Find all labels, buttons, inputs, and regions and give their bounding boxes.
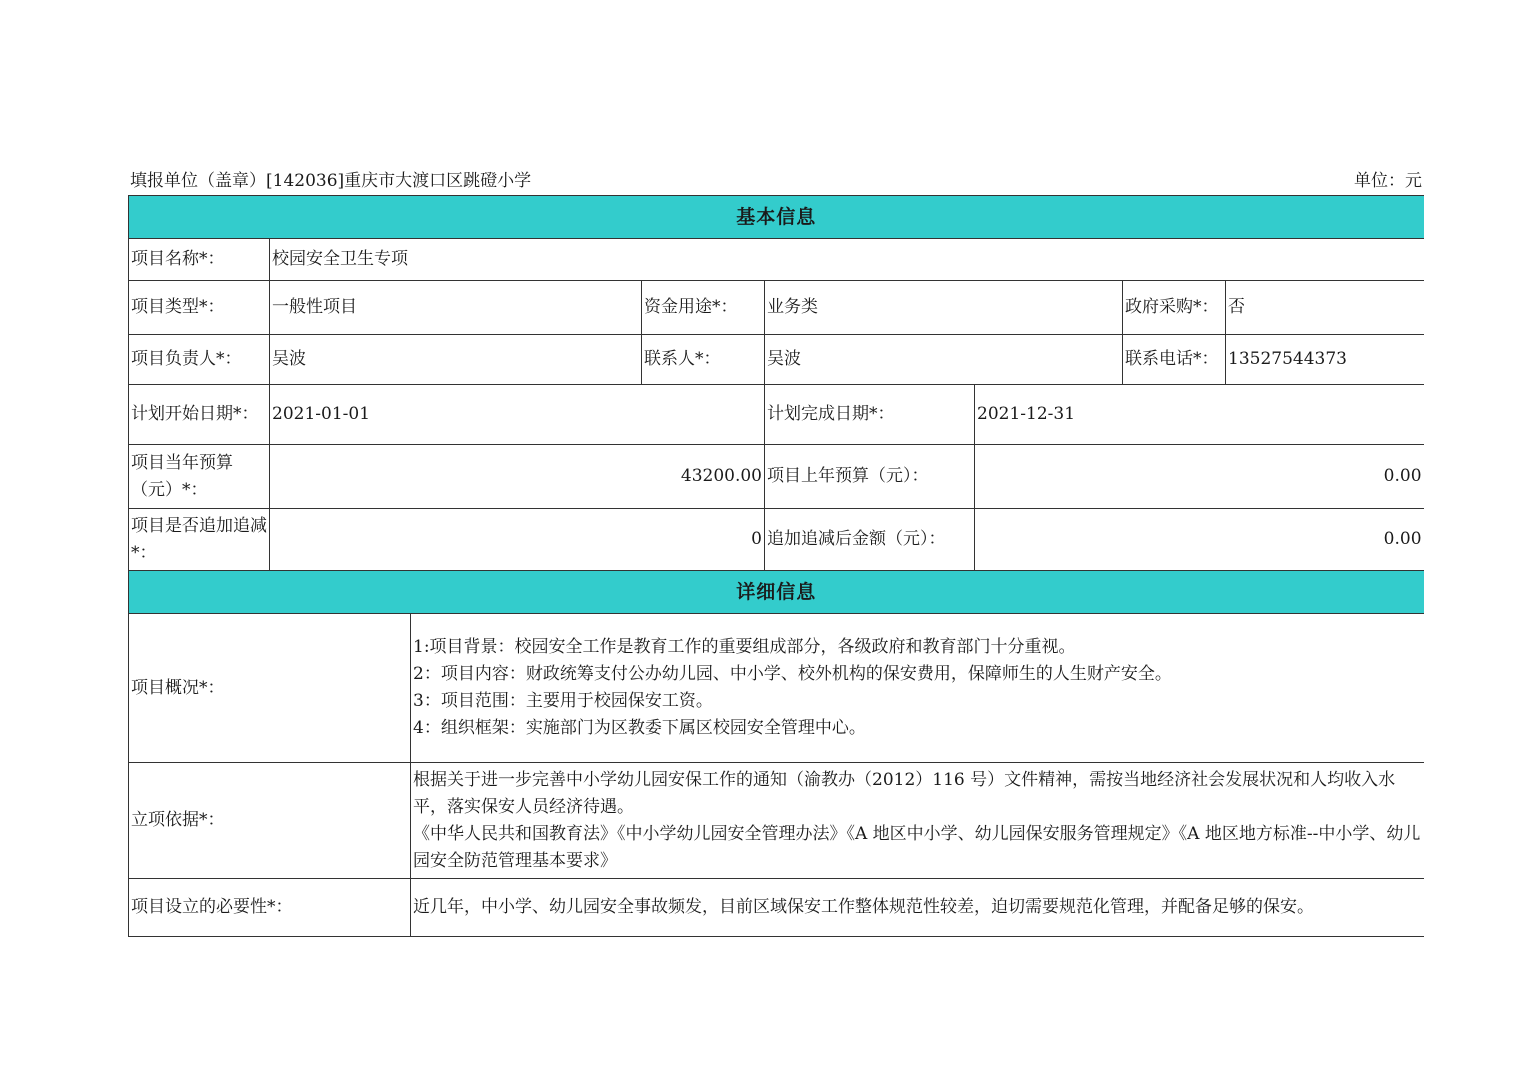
- last-budget-value: 0.00: [975, 445, 1424, 509]
- form-header: [130, 168, 1422, 194]
- adjusted-amount-label: 追加追减后金额（元）：: [765, 509, 975, 571]
- overview-line: 3：项目范围：主要用于校园保安工资。: [413, 691, 713, 711]
- overview-value: [411, 614, 1424, 763]
- phone-value: 13527544373: [1226, 335, 1424, 385]
- last-budget-label: 项目上年预算（元）：: [765, 445, 975, 509]
- necessity-value: 近几年，中小学、幼儿园安全事故频发，目前区域保安工作整体规范性较差，迫切需要规范化管理，并配备足够的保安。: [411, 879, 1424, 937]
- basis-line: 根据关于进一步完善中小学幼儿园安保工作的通知（渝教办（2012）116 号）文件精神，需按当地经济社会发展状况和人均收入水平，落实保安人员经济待遇。: [413, 769, 1396, 817]
- overview-line: 2：项目内容：财政统筹支付公办幼儿园、中小学、校外机构的保安费用，保障师生的人生财产安全。: [413, 664, 1172, 684]
- basis-line: 《中华人民共和国教育法》《中小学幼儿园安全管理办法》《A 地区中小学、幼儿园保安服务管理规定》《A 地区地方标准--中小学、幼儿园安全防范管理基本要求》: [413, 823, 1421, 871]
- leader-value: 吴波: [270, 335, 642, 385]
- project-name-label: 项目名称*：: [129, 239, 270, 281]
- overview-label: 项目概况*：: [129, 614, 411, 763]
- basis-label: 立项依据*：: [129, 763, 411, 879]
- reporting-unit: 填报单位（盖章）[142036]重庆市大渡口区跳磴小学: [130, 171, 532, 191]
- overview-line: 1:项目背景：校园安全工作是教育工作的重要组成部分，各级政府和教育部门十分重视。: [413, 637, 1076, 657]
- end-date-value: 2021-12-31: [975, 385, 1424, 445]
- end-date-label: 计划完成日期*：: [765, 385, 975, 445]
- start-date-value: 2021-01-01: [270, 385, 765, 445]
- leader-label: 项目负责人*：: [129, 335, 270, 385]
- budget-label: 项目当年预算（元）*：: [129, 445, 270, 509]
- section-basic-info: 基本信息: [129, 196, 1424, 239]
- project-type-label: 项目类型*：: [129, 281, 270, 335]
- adjust-value: 0: [270, 509, 765, 571]
- procurement-value: 否: [1226, 281, 1424, 335]
- adjusted-amount-value: 0.00: [975, 509, 1424, 571]
- budget-value: 43200.00: [270, 445, 765, 509]
- currency-unit: 单位：元: [1354, 171, 1422, 191]
- project-type-value: 一般性项目: [270, 281, 642, 335]
- necessity-label: 项目设立的必要性*：: [129, 879, 411, 937]
- fund-use-value: 业务类: [765, 281, 1123, 335]
- start-date-label: 计划开始日期*：: [129, 385, 270, 445]
- contact-label: 联系人*：: [642, 335, 765, 385]
- contact-value: 吴波: [765, 335, 1123, 385]
- basis-value: [411, 763, 1424, 879]
- project-info-table: [128, 195, 1424, 937]
- project-name-value: 校园安全卫生专项: [270, 239, 1424, 281]
- fund-use-label: 资金用途*：: [642, 281, 765, 335]
- section-detail-info: 详细信息: [129, 571, 1424, 614]
- adjust-label: 项目是否追加追减*：: [129, 509, 270, 571]
- phone-label: 联系电话*：: [1123, 335, 1226, 385]
- overview-line: 4：组织框架：实施部门为区教委下属区校园安全管理中心。: [413, 718, 866, 738]
- procurement-label: 政府采购*：: [1123, 281, 1226, 335]
